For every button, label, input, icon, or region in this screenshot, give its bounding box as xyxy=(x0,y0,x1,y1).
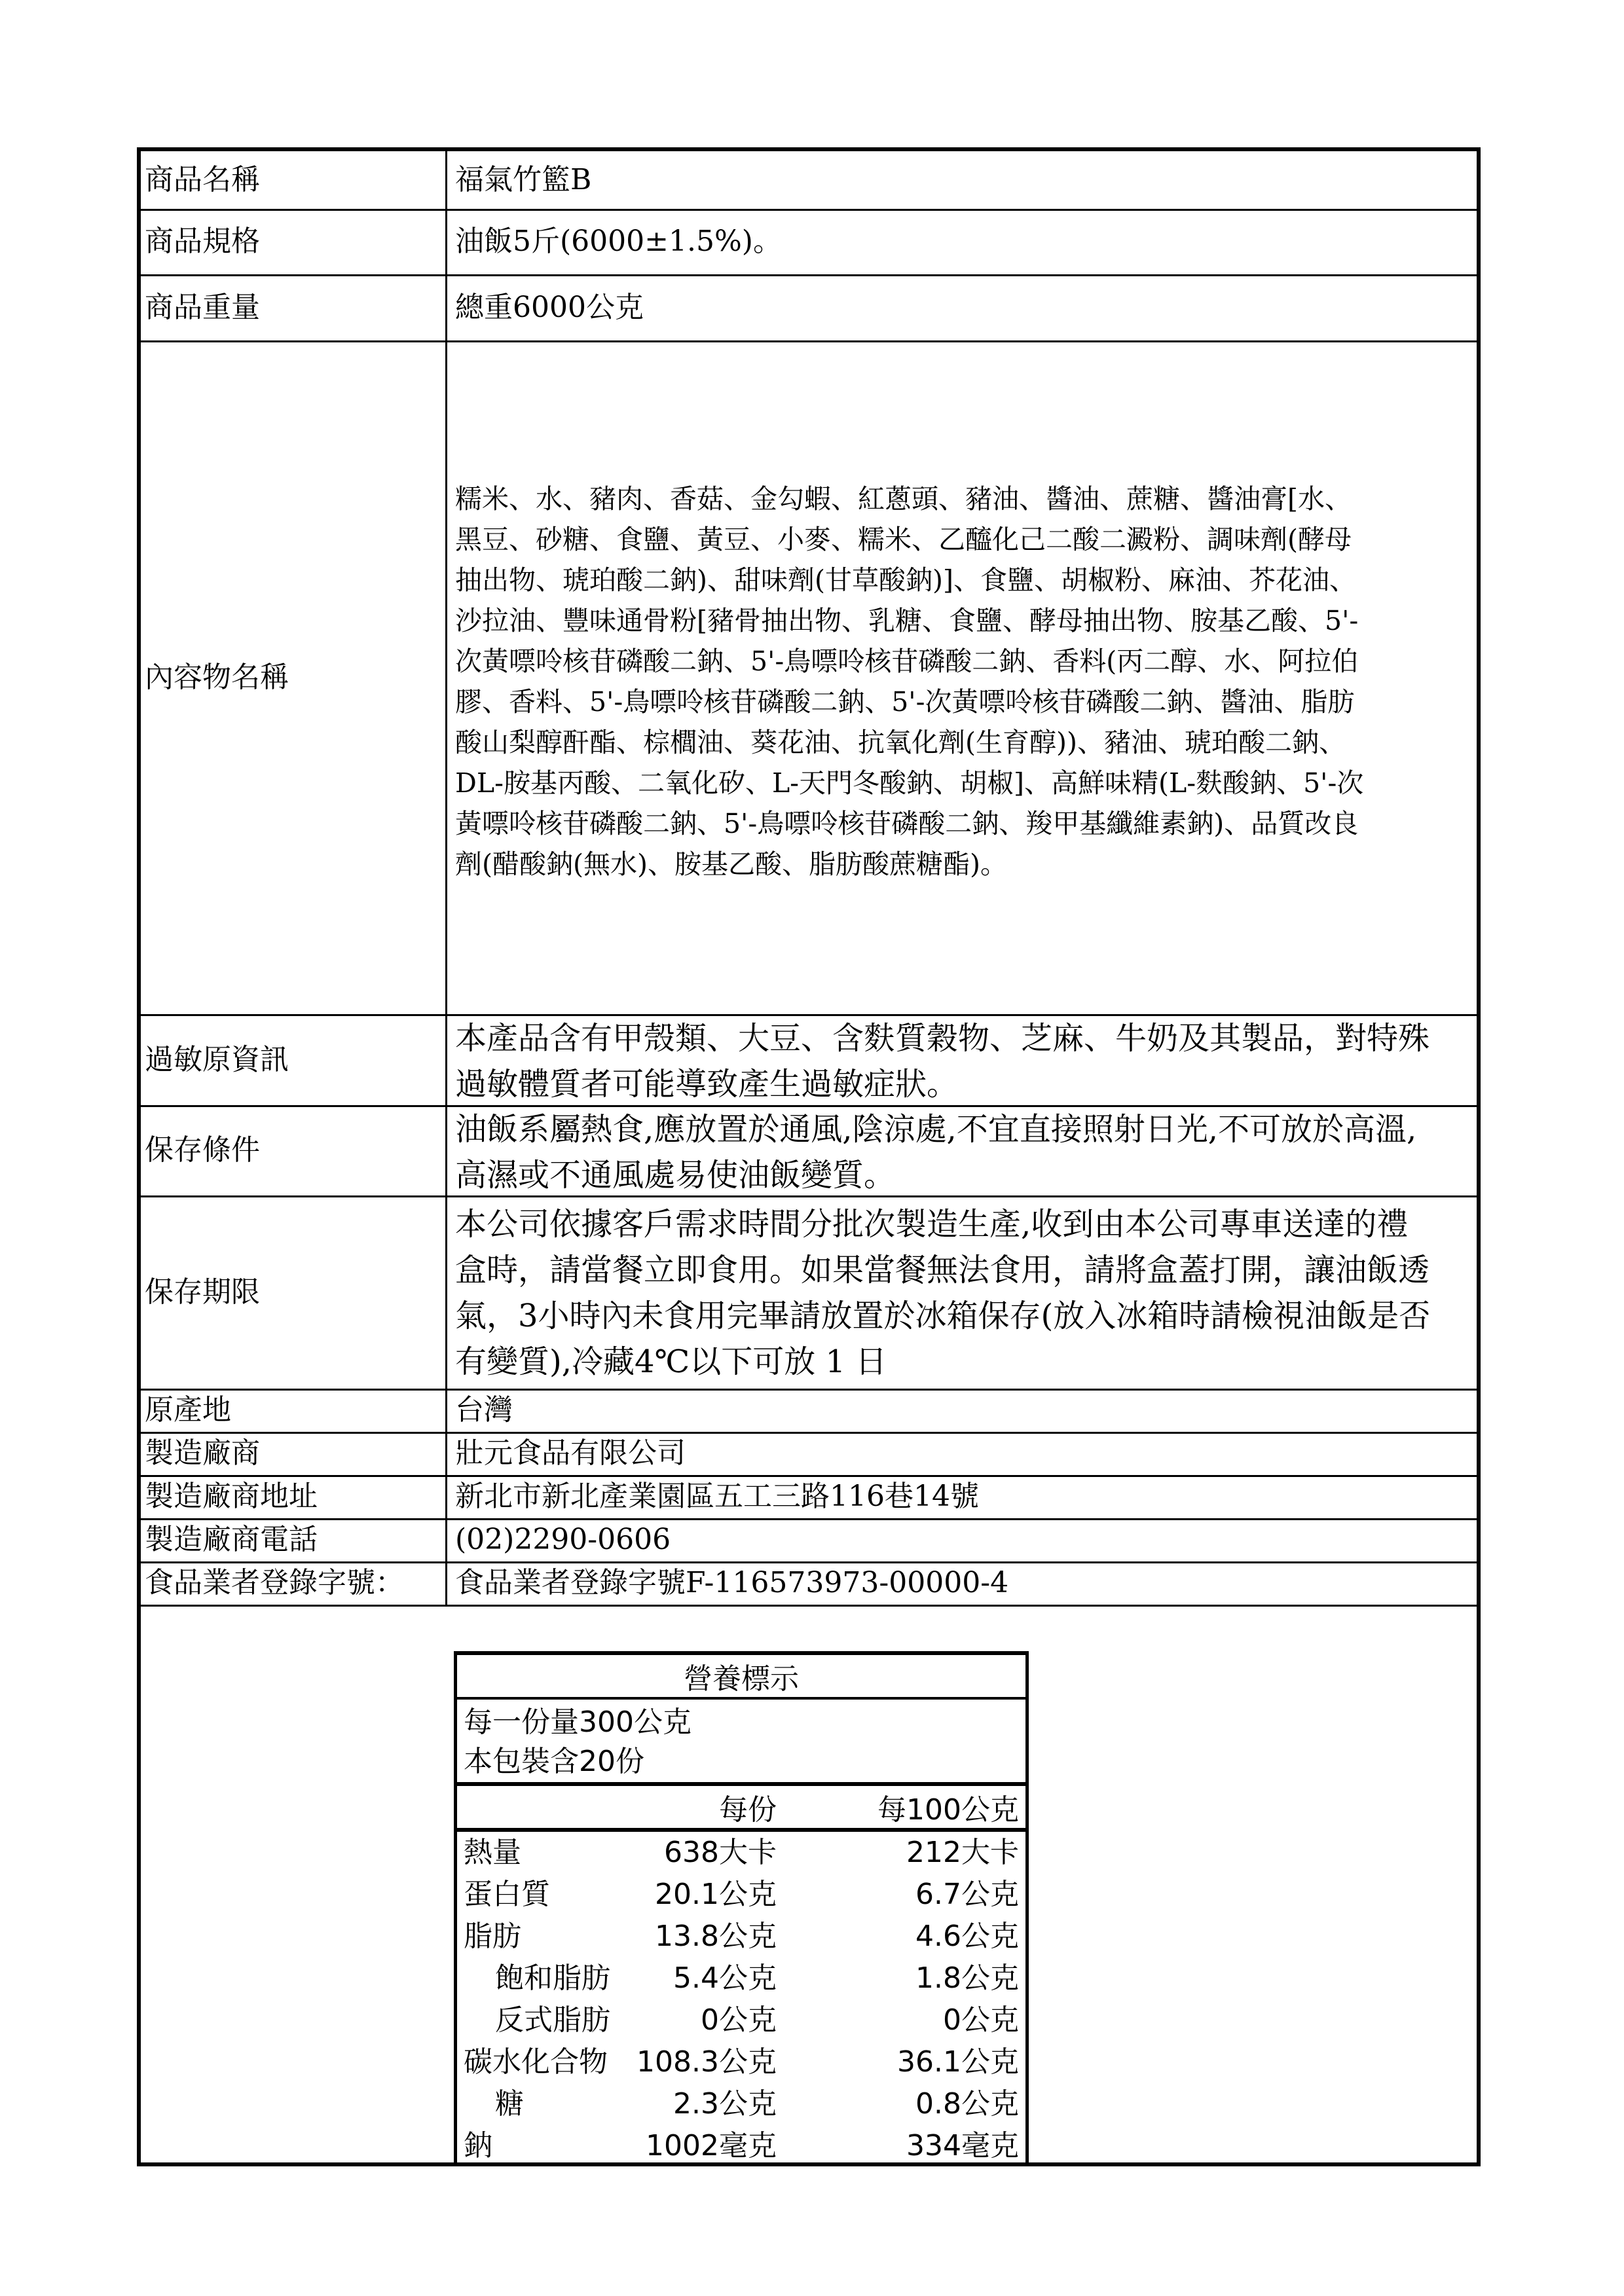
nutrient-name: 糖 xyxy=(495,2087,524,2121)
value-registration: 食品業者登錄字號F-116573973-00000-4 xyxy=(455,1566,1009,1600)
value-phone: (02)2290-0606 xyxy=(455,1523,671,1557)
shelf-life-line: 氣，3小時內未食用完畢請放置於冰箱保存(放入冰箱時請檢視油飯是否 xyxy=(455,1298,1431,1334)
ingredients-line: 糯米、水、豬肉、香菇、金勾蝦、紅蔥頭、豬油、醬油、蔗糖、醬油膏[水、 xyxy=(455,483,1352,515)
value-product-spec: 油飯5斤(6000±1.5%)。 xyxy=(455,225,782,259)
nutrition-row xyxy=(457,1912,1025,1954)
ingredients-line: 沙拉油、豐味通骨粉[豬骨抽出物、乳糖、食鹽、酵母抽出物、胺基乙酸、5'- xyxy=(455,605,1359,636)
nutrient-name: 脂肪 xyxy=(464,1920,521,1953)
label-product-weight: 商品重量 xyxy=(145,290,260,324)
nutrient-per-serving: 13.8公克 xyxy=(655,1920,777,1953)
allergen-line: 過敏體質者可能導致產生過敏症狀。 xyxy=(455,1066,959,1102)
nutrient-per-serving: 5.4公克 xyxy=(673,1961,777,1995)
shelf-life-line: 盒時，請當餐立即食用。如果當餐無法食用，請將盒蓋打開，讓油飯透 xyxy=(455,1252,1430,1288)
label-product-name: 商品名稱 xyxy=(145,163,260,197)
label-ingredients: 內容物名稱 xyxy=(145,660,289,694)
nutrient-per-serving: 0公克 xyxy=(701,2003,777,2037)
label-shelf-life: 保存期限 xyxy=(145,1275,260,1309)
value-product-weight: 總重6000公克 xyxy=(455,290,644,324)
nutrient-per-100g: 1.8公克 xyxy=(915,1961,1019,1995)
label-storage: 保存條件 xyxy=(145,1133,260,1167)
nutrition-row xyxy=(457,1996,1025,2038)
nutrient-name: 蛋白質 xyxy=(464,1878,550,1911)
servings-per-pack: 本包裝含20份 xyxy=(464,1745,644,1778)
nutrient-per-serving: 1002毫克 xyxy=(646,2129,777,2162)
storage-line: 油飯系屬熱食,應放置於通風,陰涼處,不宜直接照射日光,不可放於高溫, xyxy=(455,1111,1417,1148)
nutrition-row xyxy=(457,1954,1025,1996)
label-product-spec: 商品規格 xyxy=(145,225,260,259)
ingredients-line: 黑豆、砂糖、食鹽、黃豆、小麥、糯米、乙醯化己二酸二澱粉、調味劑(酵母 xyxy=(455,524,1352,555)
col-per-serving: 每份 xyxy=(719,1793,777,1827)
nutrient-per-100g: 4.6公克 xyxy=(915,1920,1019,1953)
nutrient-per-serving: 2.3公克 xyxy=(673,2087,777,2121)
value-address: 新北市新北產業園區五工三路116巷14號 xyxy=(455,1480,979,1514)
nutrient-name: 熱量 xyxy=(464,1836,521,1869)
ingredients-line: 黃嘌呤核苷磷酸二鈉、5'-鳥嘌呤核苷磷酸二鈉、羧甲基纖維素鈉)、品質改良 xyxy=(455,808,1359,839)
value-manufacturer: 壯元食品有限公司 xyxy=(455,1436,686,1470)
value-shelf-life xyxy=(455,1201,1477,1387)
nutrient-name: 碳水化合物 xyxy=(464,2045,608,2079)
allergen-line: 本產品含有甲殼類、大豆、含麩質穀物、芝麻、牛奶及其製品，對特殊 xyxy=(455,1020,1430,1057)
nutrition-title: 營養標示 xyxy=(684,1662,799,1696)
nutrient-per-serving: 108.3公克 xyxy=(637,2045,777,2079)
nutrition-facts-panel xyxy=(454,1651,1029,2166)
ingredients-line: 抽出物、琥珀酸二鈉)、甜味劑(甘草酸鈉)]、食鹽、胡椒粉、麻油、芥花油、 xyxy=(455,564,1356,596)
nutrient-per-serving: 20.1公克 xyxy=(655,1878,777,1911)
row-divider xyxy=(141,1605,1477,1607)
shelf-life-line: 有變質),冷藏4℃以下可放 1 日 xyxy=(455,1343,887,1380)
value-ingredients xyxy=(455,479,1477,898)
ingredients-line: 膠、香料、5'-鳥嘌呤核苷磷酸二鈉、5'-次黃嘌呤核苷磷酸二鈉、醬油、脂肪 xyxy=(455,686,1355,718)
nutrition-row xyxy=(457,1870,1025,1912)
nutrient-per-serving: 638大卡 xyxy=(664,1836,777,1869)
shelf-life-line: 本公司依據客戶需求時間分批次製造生產,收到由本公司專車送達的禮 xyxy=(455,1206,1409,1243)
value-allergen xyxy=(455,1015,1477,1105)
label-registration: 食品業者登錄字號： xyxy=(145,1566,404,1600)
ingredients-line: 劑(醋酸鈉(無水)、胺基乙酸、脂肪酸蔗糖酯)。 xyxy=(455,848,1007,880)
label-address: 製造廠商地址 xyxy=(145,1480,318,1514)
label-phone: 製造廠商電話 xyxy=(145,1523,318,1557)
value-origin: 台灣 xyxy=(455,1393,513,1427)
label-allergen: 過敏原資訊 xyxy=(145,1042,289,1076)
nutrient-per-100g: 0公克 xyxy=(943,2003,1019,2037)
serving-size: 每一份量300公克 xyxy=(464,1705,692,1739)
ingredients-line: 酸山梨醇酐酯、棕櫚油、葵花油、抗氧化劑(生育醇))、豬油、琥珀酸二鈉、 xyxy=(455,727,1346,758)
nutrient-name: 反式脂肪 xyxy=(495,2003,610,2037)
nutrition-header-row xyxy=(457,1786,1025,1828)
nutrient-name: 飽和脂肪 xyxy=(495,1961,610,1995)
ingredients-line: DL-胺基丙酸、二氧化矽、L-天門冬酸鈉、胡椒]、高鮮味精(L-麩酸鈉、5'-次 xyxy=(455,767,1364,799)
nutrition-row xyxy=(457,2038,1025,2080)
nutrition-row xyxy=(457,2080,1025,2122)
ingredients-line: 次黃嘌呤核苷磷酸二鈉、5'-鳥嘌呤核苷磷酸二鈉、香料(丙二醇、水、阿拉伯 xyxy=(455,646,1359,677)
col-per-100g: 每100公克 xyxy=(877,1793,1019,1827)
nutrition-row xyxy=(457,2122,1025,2164)
value-storage xyxy=(455,1106,1477,1195)
nutrient-per-100g: 36.1公克 xyxy=(897,2045,1019,2079)
nutrition-row xyxy=(457,1829,1025,1870)
nutrient-per-100g: 334毫克 xyxy=(906,2129,1019,2162)
nutrient-per-100g: 212大卡 xyxy=(906,1836,1019,1869)
nutrient-name: 鈉 xyxy=(464,2129,492,2162)
column-divider xyxy=(445,151,447,1607)
label-manufacturer: 製造廠商 xyxy=(145,1436,260,1470)
nutrient-per-100g: 0.8公克 xyxy=(915,2087,1019,2121)
product-info-table xyxy=(137,147,1481,2166)
storage-line: 高濕或不通風處易使油飯變質。 xyxy=(455,1157,896,1194)
value-product-name: 福氣竹籃B xyxy=(455,163,592,197)
label-origin: 原產地 xyxy=(145,1393,231,1427)
nutrient-per-100g: 6.7公克 xyxy=(915,1878,1019,1911)
